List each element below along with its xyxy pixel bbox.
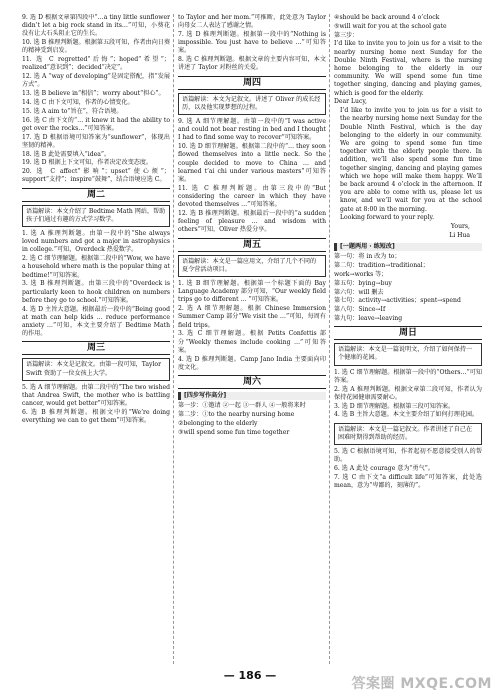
answer-item: 11. 选 C 推理判断题。由第三段中的“But considering the career in which they have devoted themselves …”可知答案。 (178, 184, 326, 209)
passage-summary-box: 语篇解读：本文是一篇说明文，介绍了如何保持一个健康的花园。 (334, 343, 482, 365)
answer-item: 4. 选 D 主旨大意题。根据最后一段中的“Being good at math can help kids … reduce performance anxiety …”可知，本文主要介绍了 Bedtime Math 的作用。 (22, 305, 170, 338)
answer-item: ③will spend some fun time together (178, 428, 290, 436)
letter-closing: Looking forward to your reply. (340, 214, 435, 222)
answer-item: 16. 选 C 由下文的“… it knew it had the ability to get over the rocks…”可知答案。 (22, 116, 170, 132)
answer-item: work→works 等； (334, 271, 388, 279)
column-2 (178, 14, 326, 664)
answer-item: 3. 选 D 细节理解题。根据第三段可知答案。 (334, 402, 455, 410)
answer-item: 17. 选 D 根据语境可知答案为“sunflower”，体现出坚韧的精神。 (22, 133, 170, 149)
answer-item: 15. 选 A aim to“旨在”，符合语境。 (22, 107, 123, 115)
proofreading-list (334, 253, 482, 323)
site-watermark: 答案圈 MXQE.COM (351, 676, 492, 692)
week-heading-friday: 周五 (178, 238, 326, 252)
answer-item: 18. 选 B 此处需要填入“idea”。 (22, 150, 111, 158)
answer-item: 5. 选 C 根据语境可知，作者起初不愿意接受别人的帮助。 (334, 448, 482, 464)
answer-item: 11. 选 C regretted“后悔”；hoped“希望”；realized“意识到”；decided“决定”。 (22, 56, 170, 72)
col3-bottom-list (334, 369, 482, 420)
week-heading-sunday: 周日 (334, 326, 482, 340)
answer-item: 13. 选 B believe in“相信”；worry about“担心”。 (22, 90, 165, 98)
letter-body: I’d like to invite you to join us for a visit to the nearby nursing home next Sunday for the Double Ninth Festival, which is the day belonging to the elderly in our community. We are going to spend some fun time together with the elderly people there. In addition, we’ll also spend some fun time together singing, dancing and playing games which we hope will make them happy. We’ll be back around 4 o’clock in the afternoon. If you are able to come with us, please let us know, and we’ll wait for you at the school gate at 8:00 in the morning. (340, 107, 482, 213)
passage-summary-box: 语篇解读：本文介绍了 Bedtime Math 网站，帮助孩子们通过有趣的方式学习数学。 (22, 205, 170, 227)
answer-item: 8. 选 C 推理判断题。根据文章的主要内容可知，本文讲述了 Taylor 对粉丝的关爱。 (178, 56, 326, 72)
column-divider (329, 14, 330, 664)
letter-greeting: Dear Lucy, (334, 98, 367, 106)
answer-item: 20. 选 C affect“影响”；upset“使心烦”；support“支持”；inspire“鼓舞”，结合语境应选 C。 (22, 168, 170, 184)
answer-item: 3. 选 C 细节理解题。根据 Petits Confettis 部分“Weekly themes include cooking …”可知答案。 (178, 330, 326, 354)
answer-item: 第六句：will 删去 (334, 288, 384, 296)
col2-top-list (178, 14, 326, 73)
writing-steps-list (178, 402, 326, 437)
answer-item: 第七句：activity→activities；spent→spend (334, 297, 461, 305)
passage-summary-box: 语篇解读：本文为记叙文。讲述了 Oliver 的成长经历，以及他实现梦想的过程。 (178, 93, 326, 115)
answer-item: 第一句：将 in 改为 to； (334, 253, 401, 261)
answer-item: ④should be back around 4 o’clock (334, 14, 440, 21)
passage-summary-box: 语篇解读：本文是一篇记叙文。作者讲述了自己在困难时期得到帮助的经历。 (334, 423, 482, 445)
answer-item: 第二步：①to the nearby nursing home (178, 411, 295, 419)
page-number: — 186 — (223, 669, 277, 682)
proofreading-heading: [一题两用 · 练短改] (334, 243, 482, 251)
col2-bottom-list (178, 280, 326, 372)
answer-page (22, 14, 482, 664)
week-heading-thursday: 周四 (178, 76, 326, 90)
col1-top-list (22, 14, 170, 185)
answer-item: 第一步：①邀请 ②一起 ③一群人 ④一般将来时 (178, 402, 306, 410)
letter-signature-name: Li Hua (449, 232, 470, 240)
column-3 (334, 14, 482, 664)
answer-item: 6. 选 A 此处 courage 意为“勇气”。 (334, 465, 434, 473)
week-heading-wednesday: 周三 (22, 341, 170, 355)
letter-signoff: Yours, (450, 223, 470, 231)
writing-steps-heading: [四步写作高分] (178, 392, 326, 400)
answer-item: 9. 选 D 根据文章第四段中“…a tiny little sunflower didn’t let a big rock stand in its…”可知，小葵花没有让大石头阻止它的生长。 (22, 14, 170, 38)
answer-item: 4. 选 B 主旨大意题。本文主要介绍了如何打理花园。 (334, 411, 479, 419)
answer-item: 7. 选 C 由下文“a difficult life”可知答案，此处选 mean，意为“卑鄙的，刻薄的”。 (334, 473, 482, 490)
column-1 (22, 14, 170, 664)
answer-item: ⑤will wait for you at the school gate (334, 22, 447, 30)
answer-item: 6. 选 B 推理判断题。根据文中的“We’re doing everything we can to get them”可知答案。 (22, 409, 170, 425)
answer-item: to Taylor and her mom.”可推断，此处意为 Taylor 向母女二人表达了感谢之情。 (178, 14, 326, 30)
answer-item: 3. 选 B 推理判断题。由第三段中的“Overdeck is particularly keen to hook children on numbers before they go to school.”可知答案。 (22, 280, 170, 304)
answer-item: 14. 选 C 由下文可知，作者的心情变化。 (22, 99, 134, 106)
week-heading-tuesday: 周二 (22, 188, 170, 202)
answer-item: 1. 选 B 细节理解题。根据第一个标题下面的 Bay Language Academy 部分可知，“Our weekly field trips go to different … ”可知答案。 (178, 280, 326, 304)
answer-item: 7. 选 D 推理判断题。根据第一段中的“Nothing is impossible. You just have to believe …”可知答案。 (178, 31, 326, 55)
column-divider (173, 14, 174, 664)
answer-item: 1. 选 C 细节理解题。根据第一段中的“Others…”可知答案。 (334, 368, 482, 384)
answer-item: 2. 选 A 细节理解题。根据 Chinese Immersion Summer Camp 部分“We visit the …”可知，每周有 field trips。 (178, 305, 326, 329)
answer-item: 第二句：tradition→traditional； (334, 262, 429, 270)
answer-item: 1. 选 A 推理判断题。由第一段中的“She always loved numbers and got a major in astrophysics in college.”可知，Overdeck 热爱数学。 (22, 230, 170, 254)
col1-bottom-list (22, 384, 170, 426)
answer-item: 10. 选 D 细节理解题。根据第二段中的“… they soon flowed themselves into a little neck. So the couple decided to move to China … and learned t’ai chi under various masters”可知答案。 (178, 143, 326, 184)
answer-item: ②belonging to the elderly (178, 419, 258, 427)
answer-item: 12. 选 A “way of developing”是固定搭配，指“发展方式”。 (22, 73, 170, 89)
col2-mid-list (178, 118, 326, 235)
answer-item: 9. 选 A 细节理解题。由第一段中的“I was active and could not bear resting in bed and I thought I had to find some way to recover”可知答案。 (178, 118, 326, 142)
answer-item: 10. 选 B 推理判断题。根据第五段可知，作者由向日葵的精神受到启发。 (22, 39, 170, 55)
col3-top-list (334, 14, 482, 98)
answer-item: 2. 选 A 推理判断题。根据文章第二段可知，作者认为保持花园健康需要耐心。 (334, 385, 482, 401)
answer-item: 第三步： (334, 31, 359, 39)
answer-item: 19. 选 D 根据上下文可知，作者决定改变态度。 (22, 159, 153, 167)
answer-item: I’d like to invite you to join us for a visit to the nearby nursing home next Sunday for the Double Ninth Festival, where is the nursing home belonging to the elderly in our community. We will spend some fun time together singing, dancing and playing games, which is good for the elderly. (334, 40, 482, 97)
col3-bottom2-list (334, 448, 482, 490)
col1-mid-list (22, 230, 170, 338)
answer-item: 第五句：bying→buy (334, 279, 392, 287)
answer-item: 2. 选 C 细节理解题。根据第二段中的“Wow, we have a household where math is the popular thing at bedtime!”可知答案。 (22, 255, 170, 279)
answer-item: 第八句：Since→If (334, 306, 386, 314)
answer-item: 第九句：leave→leaving (334, 315, 403, 323)
passage-summary-box: 语篇解读：本文是一篇应用文，介绍了几个不同的夏令营活动项目。 (178, 255, 326, 277)
answer-item: 5. 选 A 细节理解题。由第二段中的“The two wished that Andrea Swift, the mother who is battling cancer, would get better”可知答案。 (22, 383, 170, 408)
week-heading-saturday: 周六 (178, 375, 326, 389)
answer-item: 4. 选 D 推理判断题。Camp Jano India 主要面向印度文化。 (178, 355, 326, 371)
passage-summary-box: 语篇解读：本文是记叙文。由第一段可知，Taylor Swift 资助了一位女孩上大学。 (22, 358, 170, 380)
answer-item: 12. 选 B 推理判断题。根据最后一段中的“a sudden feeling of pleasure … and wisdom with others”可知，Oliver 热爱分享。 (178, 210, 326, 234)
